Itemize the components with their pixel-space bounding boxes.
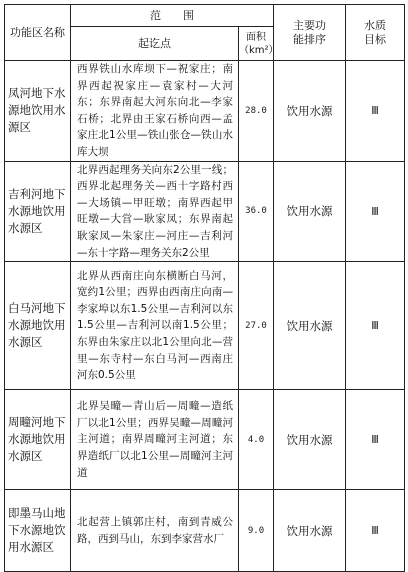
header-quality	[346, 5, 405, 61]
zone-name: 周疃河地下水源地饮用水源区	[5, 390, 71, 490]
header-name: 功能区名称	[5, 5, 71, 61]
zone-function: 饮用水源	[274, 161, 346, 262]
zone-area: 36.0	[239, 161, 274, 262]
zone-quality: Ⅲ	[346, 490, 405, 572]
zone-area: 4.0	[239, 390, 274, 490]
header-quality-line1: 水质	[364, 18, 386, 32]
zone-range: 西界铁山水库坝下—祝家庄；南界西起祝家庄—袁家村—大河东；东界南起大河东向北—李家石桥；北界由王家石桥向西—孟家庄北1公里—铁山张仓—铁山水库大坝	[71, 61, 239, 162]
zone-function: 饮用水源	[274, 262, 346, 390]
zone-function: 饮用水源	[274, 61, 346, 162]
table-row	[5, 262, 405, 390]
header-start-end: 起讫点	[71, 27, 239, 61]
zone-quality: Ⅲ	[346, 61, 405, 162]
zone-quality: Ⅲ	[346, 262, 405, 390]
zone-range: 北界西起理务关向东2公里一线；西界北起理务关—西十字路村西—大场镇—甲旺墩；南界西起甲旺墩—大営—耿家凤；东界南起耿家凤—朱家庄—河庄—吉利河—东十字路—理务关东2公里	[71, 161, 239, 262]
zone-name: 凤河地下水源地饮用水源区	[5, 61, 71, 162]
header-area	[239, 27, 279, 61]
table-row	[5, 390, 405, 490]
header-scope: 范 围	[71, 5, 274, 27]
zone-name: 吉利河地下水源地饮用水源区	[5, 161, 71, 262]
header-row-1	[5, 5, 405, 27]
header-area-label: 面积	[246, 31, 266, 43]
zone-range: 北起营上镇郭庄村，南到青威公路，西到马山，东到李家营水厂	[71, 490, 239, 572]
table-row	[5, 161, 405, 262]
zone-range: 北界吴疃—青山后—周疃—造纸厂以北1公里；西界吴疃—周疃河主河道；南界周疃河主河道；东界造纸厂以北1公里—周疃河主河道	[71, 390, 239, 490]
zone-name: 即墨马山地下水源地饮用水源区	[5, 490, 71, 572]
header-function-line2: 能排序	[293, 32, 326, 46]
water-function-zone-table	[4, 4, 405, 572]
zone-quality: Ⅲ	[346, 390, 405, 490]
zone-range: 北界从西南庄向东横断白马河，宽约1公里；西界由西南庄向南—李家埠以东1.5公里—吉利河以东1.5公里—吉利河以南1.5公里；东界由朱家庄以北1公里向北—营里—东寺村—东白马河—西南庄河东0.5公里	[71, 262, 239, 390]
header-quality-line2: 目标	[364, 32, 386, 46]
zone-function: 饮用水源	[274, 390, 346, 490]
zone-name: 白马河地下水源地饮用水源区	[5, 262, 71, 390]
header-function	[274, 5, 346, 61]
header-area-unit: （km²）	[239, 44, 279, 56]
zone-function: 饮用水源	[274, 490, 346, 572]
zone-area: 9.0	[239, 490, 274, 572]
table-row	[5, 490, 405, 572]
zone-quality: Ⅲ	[346, 161, 405, 262]
table-row	[5, 61, 405, 162]
header-function-line1: 主要功	[293, 18, 326, 32]
zone-area: 27.0	[239, 262, 274, 390]
zone-area: 28.0	[239, 61, 274, 162]
